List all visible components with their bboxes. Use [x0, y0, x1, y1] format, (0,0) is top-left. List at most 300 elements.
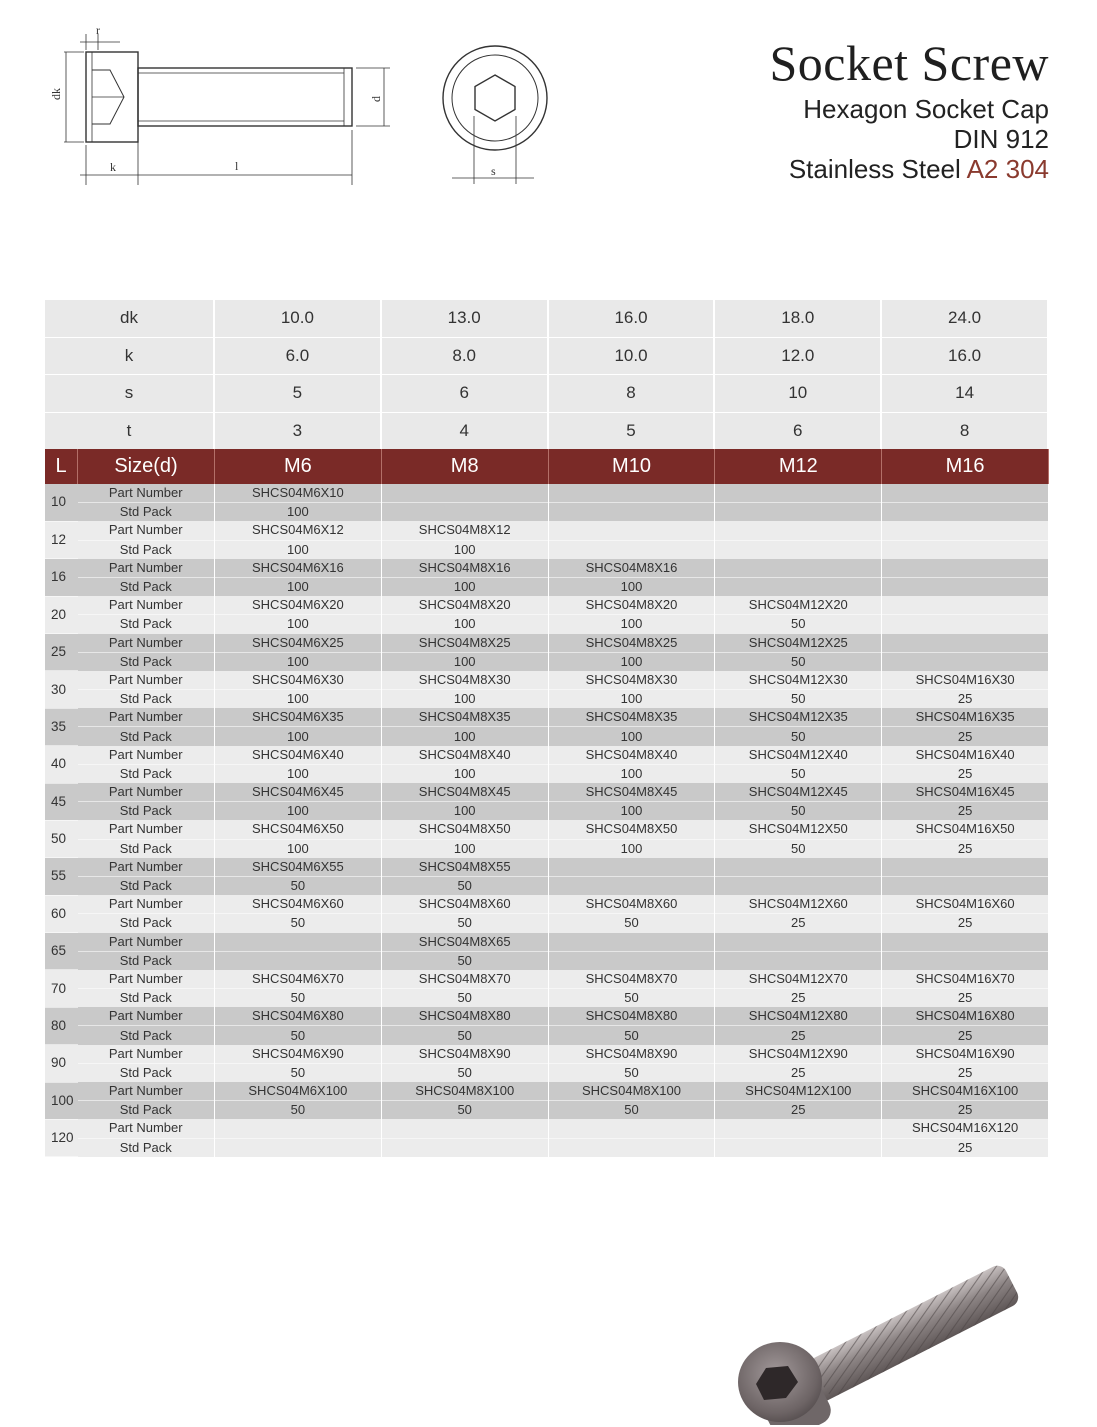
- length-cell: 45: [45, 783, 78, 820]
- part-number-cell: [715, 484, 882, 503]
- std-pack-cell: 25: [715, 1063, 882, 1082]
- part-number-cell: SHCS04M8X40: [381, 746, 548, 765]
- spec-value: 4: [381, 412, 548, 450]
- part-number-cell: [882, 933, 1049, 952]
- table-row: [45, 895, 1049, 914]
- part-number-label: Part Number: [78, 521, 215, 540]
- std-pack-label: Std Pack: [78, 690, 215, 709]
- part-number-cell: [381, 1119, 548, 1138]
- std-pack-cell: 100: [381, 802, 548, 821]
- table-row: [45, 820, 1049, 839]
- length-cell: 80: [45, 1007, 78, 1044]
- table-row: [45, 690, 1049, 709]
- std-pack-label: Std Pack: [78, 764, 215, 783]
- std-pack-cell: 100: [381, 690, 548, 709]
- std-pack-cell: 50: [381, 951, 548, 970]
- part-number-cell: SHCS04M16X90: [882, 1045, 1049, 1064]
- table-row: [45, 951, 1049, 970]
- std-pack-cell: 25: [715, 1101, 882, 1120]
- table-row: [45, 503, 1049, 522]
- part-number-cell: SHCS04M8X60: [548, 895, 715, 914]
- part-number-cell: SHCS04M6X10: [215, 484, 382, 503]
- table-row: [45, 1138, 1049, 1157]
- part-number-cell: SHCS04M8X20: [548, 596, 715, 615]
- spec-value: 6.0: [214, 337, 381, 375]
- header-size: Size(d): [78, 449, 215, 484]
- std-pack-cell: 50: [215, 1026, 382, 1045]
- part-number-cell: [882, 596, 1049, 615]
- part-number-cell: SHCS04M8X60: [381, 895, 548, 914]
- std-pack-cell: 50: [548, 1101, 715, 1120]
- part-number-cell: SHCS04M8X50: [381, 820, 548, 839]
- part-number-cell: SHCS04M8X80: [381, 1007, 548, 1026]
- table-row: [45, 540, 1049, 559]
- part-number-cell: [548, 1119, 715, 1138]
- part-number-cell: SHCS04M8X65: [381, 933, 548, 952]
- std-pack-label: Std Pack: [78, 727, 215, 746]
- std-pack-cell: [381, 1138, 548, 1157]
- length-cell: 16: [45, 559, 78, 596]
- part-number-label: Part Number: [78, 1082, 215, 1101]
- dimension-spec-table: [45, 300, 1049, 450]
- part-number-cell: SHCS04M8X70: [548, 970, 715, 989]
- std-pack-cell: 100: [548, 727, 715, 746]
- std-pack-cell: 100: [215, 540, 382, 559]
- part-number-cell: SHCS04M8X50: [548, 820, 715, 839]
- spec-label: k: [45, 337, 214, 375]
- page-title: Socket Screw: [769, 35, 1049, 91]
- part-number-cell: [548, 521, 715, 540]
- std-pack-cell: 50: [381, 989, 548, 1008]
- part-number-cell: [715, 521, 882, 540]
- std-pack-cell: [548, 540, 715, 559]
- part-number-cell: SHCS04M12X35: [715, 708, 882, 727]
- part-number-cell: [882, 858, 1049, 877]
- part-number-label: Part Number: [78, 1007, 215, 1026]
- spec-row-k: [45, 337, 1048, 375]
- part-number-cell: [548, 484, 715, 503]
- std-pack-cell: 50: [215, 1063, 382, 1082]
- part-number-cell: SHCS04M16X30: [882, 671, 1049, 690]
- std-pack-cell: 50: [215, 876, 382, 895]
- table-row: [45, 989, 1049, 1008]
- part-number-cell: SHCS04M12X25: [715, 634, 882, 653]
- std-pack-cell: 25: [882, 1063, 1049, 1082]
- std-pack-label: Std Pack: [78, 1063, 215, 1082]
- spec-value: 24.0: [881, 300, 1048, 337]
- std-pack-cell: 100: [381, 764, 548, 783]
- std-pack-cell: 25: [882, 727, 1049, 746]
- table-row: [45, 1045, 1049, 1064]
- spec-value: 5: [214, 375, 381, 413]
- part-number-cell: SHCS04M12X80: [715, 1007, 882, 1026]
- std-pack-cell: 25: [882, 839, 1049, 858]
- std-pack-cell: 50: [381, 1063, 548, 1082]
- part-number-cell: SHCS04M8X16: [381, 559, 548, 578]
- part-number-cell: SHCS04M8X16: [548, 559, 715, 578]
- length-cell: 30: [45, 671, 78, 708]
- spec-row-dk: [45, 300, 1048, 337]
- part-number-cell: SHCS04M12X45: [715, 783, 882, 802]
- part-number-cell: SHCS04M8X35: [381, 708, 548, 727]
- std-pack-cell: [715, 1138, 882, 1157]
- part-number-cell: [548, 933, 715, 952]
- std-pack-cell: [715, 577, 882, 596]
- std-pack-cell: 50: [715, 615, 882, 634]
- length-cell: 40: [45, 746, 78, 783]
- table-row: [45, 484, 1049, 503]
- std-pack-label: Std Pack: [78, 1138, 215, 1157]
- std-pack-cell: [715, 503, 882, 522]
- std-pack-cell: 25: [882, 989, 1049, 1008]
- part-number-cell: SHCS04M12X70: [715, 970, 882, 989]
- header-size-m10: M10: [548, 449, 715, 484]
- std-pack-cell: [215, 1138, 382, 1157]
- part-number-label: Part Number: [78, 634, 215, 653]
- std-pack-cell: [715, 876, 882, 895]
- spec-label: s: [45, 375, 214, 413]
- std-pack-cell: 100: [548, 839, 715, 858]
- part-number-cell: SHCS04M8X70: [381, 970, 548, 989]
- dim-label-k: k: [110, 160, 116, 174]
- std-pack-label: Std Pack: [78, 1101, 215, 1120]
- part-number-cell: SHCS04M8X20: [381, 596, 548, 615]
- screw-end-view-outer: [443, 46, 547, 150]
- spec-value: 14: [881, 375, 1048, 413]
- std-pack-cell: 50: [215, 989, 382, 1008]
- part-number-cell: SHCS04M6X55: [215, 858, 382, 877]
- std-pack-cell: 100: [381, 615, 548, 634]
- length-cell: 100: [45, 1082, 78, 1119]
- std-pack-cell: [882, 951, 1049, 970]
- dim-label-dk: dk: [49, 88, 63, 100]
- part-number-cell: SHCS04M12X100: [715, 1082, 882, 1101]
- std-pack-label: Std Pack: [78, 1026, 215, 1045]
- std-pack-label: Std Pack: [78, 839, 215, 858]
- screw-product-photo: [728, 1240, 1038, 1425]
- table-row: [45, 615, 1049, 634]
- std-pack-cell: 100: [215, 727, 382, 746]
- part-number-label: Part Number: [78, 1119, 215, 1138]
- part-number-cell: SHCS04M12X50: [715, 820, 882, 839]
- std-pack-cell: [882, 876, 1049, 895]
- part-number-cell: SHCS04M6X45: [215, 783, 382, 802]
- part-number-cell: SHCS04M6X25: [215, 634, 382, 653]
- part-number-label: Part Number: [78, 895, 215, 914]
- spec-value: 8: [548, 375, 715, 413]
- std-pack-cell: [548, 503, 715, 522]
- std-pack-label: Std Pack: [78, 577, 215, 596]
- part-number-cell: SHCS04M8X80: [548, 1007, 715, 1026]
- screw-technical-drawing: [40, 20, 560, 195]
- part-number-cell: SHCS04M6X12: [215, 521, 382, 540]
- part-number-cell: SHCS04M8X30: [548, 671, 715, 690]
- std-pack-label: Std Pack: [78, 540, 215, 559]
- std-pack-cell: [215, 951, 382, 970]
- table-row: [45, 1007, 1049, 1026]
- part-number-cell: [715, 559, 882, 578]
- part-number-cell: SHCS04M16X60: [882, 895, 1049, 914]
- std-pack-cell: 100: [215, 615, 382, 634]
- std-pack-label: Std Pack: [78, 989, 215, 1008]
- part-number-cell: SHCS04M16X100: [882, 1082, 1049, 1101]
- dim-label-d: d: [369, 96, 383, 102]
- std-pack-label: Std Pack: [78, 951, 215, 970]
- material-grade: A2 304: [966, 154, 1049, 184]
- std-pack-cell: 25: [882, 764, 1049, 783]
- std-pack-cell: 50: [548, 914, 715, 933]
- part-number-label: Part Number: [78, 1045, 215, 1064]
- std-pack-cell: 25: [715, 989, 882, 1008]
- std-pack-cell: 100: [381, 540, 548, 559]
- spec-value: 10.0: [214, 300, 381, 337]
- part-number-cell: SHCS04M6X90: [215, 1045, 382, 1064]
- part-number-cell: SHCS04M8X90: [381, 1045, 548, 1064]
- part-number-cell: SHCS04M16X45: [882, 783, 1049, 802]
- table-row: [45, 671, 1049, 690]
- table-row: [45, 577, 1049, 596]
- part-number-cell: SHCS04M6X20: [215, 596, 382, 615]
- std-pack-cell: 100: [548, 802, 715, 821]
- part-number-cell: SHCS04M8X100: [548, 1082, 715, 1101]
- part-number-cell: SHCS04M12X90: [715, 1045, 882, 1064]
- std-pack-cell: 50: [715, 802, 882, 821]
- table-row: [45, 876, 1049, 895]
- spec-value: 8.0: [381, 337, 548, 375]
- spec-value: 6: [381, 375, 548, 413]
- length-cell: 65: [45, 933, 78, 970]
- length-cell: 70: [45, 970, 78, 1007]
- spec-value: 12.0: [714, 337, 881, 375]
- spec-label: dk: [45, 300, 214, 337]
- part-number-cell: [715, 933, 882, 952]
- spec-value: 10: [714, 375, 881, 413]
- table-header-row: [45, 449, 1049, 484]
- part-number-cell: SHCS04M6X16: [215, 559, 382, 578]
- spec-value: 3: [214, 412, 381, 450]
- length-cell: 25: [45, 634, 78, 671]
- table-row: [45, 802, 1049, 821]
- std-pack-cell: [715, 951, 882, 970]
- spec-value: 18.0: [714, 300, 881, 337]
- std-pack-label: Std Pack: [78, 802, 215, 821]
- std-pack-cell: 100: [381, 839, 548, 858]
- std-pack-cell: [882, 615, 1049, 634]
- std-pack-cell: 100: [548, 690, 715, 709]
- part-number-label: Part Number: [78, 970, 215, 989]
- table-row: [45, 559, 1049, 578]
- std-pack-cell: [882, 503, 1049, 522]
- std-pack-cell: 100: [215, 577, 382, 596]
- subtitle-type: Hexagon Socket Cap: [803, 94, 1049, 124]
- part-number-label: Part Number: [78, 746, 215, 765]
- part-number-cell: [882, 559, 1049, 578]
- part-number-label: Part Number: [78, 820, 215, 839]
- part-number-cell: SHCS04M8X30: [381, 671, 548, 690]
- std-pack-cell: 100: [381, 652, 548, 671]
- part-number-label: Part Number: [78, 559, 215, 578]
- part-number-label: Part Number: [78, 671, 215, 690]
- std-pack-cell: 100: [548, 615, 715, 634]
- length-cell: 35: [45, 708, 78, 745]
- std-pack-cell: 50: [381, 1026, 548, 1045]
- spec-value: 13.0: [381, 300, 548, 337]
- part-number-cell: SHCS04M8X45: [381, 783, 548, 802]
- part-number-cell: SHCS04M12X60: [715, 895, 882, 914]
- std-pack-cell: 50: [715, 690, 882, 709]
- length-cell: 10: [45, 484, 78, 521]
- table-row: [45, 521, 1049, 540]
- std-pack-cell: 100: [215, 802, 382, 821]
- std-pack-cell: 100: [548, 652, 715, 671]
- length-cell: 12: [45, 521, 78, 558]
- length-cell: 120: [45, 1119, 78, 1156]
- part-number-cell: SHCS04M6X50: [215, 820, 382, 839]
- std-pack-cell: 50: [548, 1026, 715, 1045]
- part-number-label: Part Number: [78, 596, 215, 615]
- table-row: [45, 708, 1049, 727]
- length-cell: 20: [45, 596, 78, 633]
- std-pack-label: Std Pack: [78, 652, 215, 671]
- table-row: [45, 596, 1049, 615]
- std-pack-cell: [882, 652, 1049, 671]
- part-number-cell: [215, 933, 382, 952]
- header-size-m12: M12: [715, 449, 882, 484]
- part-number-cell: SHCS04M12X40: [715, 746, 882, 765]
- part-number-table: [45, 449, 1049, 1157]
- spec-row-s: [45, 375, 1048, 413]
- std-pack-label: Std Pack: [78, 615, 215, 634]
- subtitle-standard: DIN 912: [953, 124, 1049, 154]
- part-number-cell: [882, 634, 1049, 653]
- std-pack-cell: 50: [715, 652, 882, 671]
- part-number-cell: SHCS04M16X40: [882, 746, 1049, 765]
- std-pack-cell: 100: [215, 839, 382, 858]
- dim-label-l: l: [235, 159, 239, 173]
- table-row: [45, 1119, 1049, 1138]
- table-row: [45, 764, 1049, 783]
- table-row: [45, 746, 1049, 765]
- part-number-cell: SHCS04M16X50: [882, 820, 1049, 839]
- part-number-cell: SHCS04M12X20: [715, 596, 882, 615]
- table-row: [45, 783, 1049, 802]
- part-number-cell: SHCS04M6X60: [215, 895, 382, 914]
- part-number-cell: SHCS04M6X30: [215, 671, 382, 690]
- part-number-label: Part Number: [78, 484, 215, 503]
- table-row: [45, 634, 1049, 653]
- std-pack-cell: 100: [215, 690, 382, 709]
- spec-value: 16.0: [881, 337, 1048, 375]
- screw-shank-outline: [138, 68, 352, 126]
- part-number-cell: [882, 484, 1049, 503]
- part-number-cell: SHCS04M8X35: [548, 708, 715, 727]
- std-pack-cell: 25: [882, 914, 1049, 933]
- title-block: [769, 36, 1049, 184]
- header-size-m16: M16: [882, 449, 1049, 484]
- part-number-label: Part Number: [78, 933, 215, 952]
- std-pack-cell: [548, 876, 715, 895]
- std-pack-cell: 100: [548, 577, 715, 596]
- part-number-cell: SHCS04M12X30: [715, 671, 882, 690]
- spec-value: 5: [548, 412, 715, 450]
- part-number-label: Part Number: [78, 708, 215, 727]
- table-row: [45, 1082, 1049, 1101]
- length-cell: 60: [45, 895, 78, 932]
- part-number-cell: SHCS04M6X100: [215, 1082, 382, 1101]
- std-pack-cell: 50: [715, 839, 882, 858]
- part-number-cell: [715, 1119, 882, 1138]
- part-number-cell: SHCS04M8X45: [548, 783, 715, 802]
- part-number-cell: SHCS04M6X40: [215, 746, 382, 765]
- std-pack-cell: 100: [215, 652, 382, 671]
- part-number-cell: SHCS04M16X80: [882, 1007, 1049, 1026]
- part-number-cell: SHCS04M8X90: [548, 1045, 715, 1064]
- part-number-cell: [215, 1119, 382, 1138]
- std-pack-cell: [548, 1138, 715, 1157]
- std-pack-cell: 50: [715, 764, 882, 783]
- header-length: L: [45, 449, 78, 484]
- part-number-cell: [882, 521, 1049, 540]
- std-pack-label: Std Pack: [78, 914, 215, 933]
- material-prefix: Stainless Steel: [788, 154, 967, 184]
- table-row: [45, 914, 1049, 933]
- spec-label: t: [45, 412, 214, 450]
- std-pack-cell: [548, 951, 715, 970]
- part-number-cell: SHCS04M8X25: [548, 634, 715, 653]
- std-pack-cell: 100: [548, 764, 715, 783]
- std-pack-cell: 50: [215, 1101, 382, 1120]
- part-number-cell: SHCS04M8X40: [548, 746, 715, 765]
- std-pack-cell: 25: [715, 1026, 882, 1045]
- std-pack-cell: 25: [882, 1101, 1049, 1120]
- length-cell: 90: [45, 1045, 78, 1082]
- table-row: [45, 933, 1049, 952]
- part-number-cell: [715, 858, 882, 877]
- std-pack-cell: 25: [882, 802, 1049, 821]
- std-pack-cell: 25: [882, 690, 1049, 709]
- std-pack-cell: 25: [882, 1026, 1049, 1045]
- std-pack-cell: 50: [381, 1101, 548, 1120]
- std-pack-cell: 50: [715, 727, 882, 746]
- std-pack-cell: 100: [381, 577, 548, 596]
- part-number-cell: SHCS04M6X70: [215, 970, 382, 989]
- table-row: [45, 1026, 1049, 1045]
- subtitle-material: [769, 154, 1049, 184]
- table-row: [45, 970, 1049, 989]
- std-pack-cell: 50: [215, 914, 382, 933]
- std-pack-cell: 50: [548, 1063, 715, 1082]
- std-pack-label: Std Pack: [78, 503, 215, 522]
- spec-value: 8: [881, 412, 1048, 450]
- std-pack-label: Std Pack: [78, 876, 215, 895]
- part-number-cell: SHCS04M8X55: [381, 858, 548, 877]
- table-row: [45, 1101, 1049, 1120]
- hex-socket-outline: [475, 75, 515, 121]
- table-row: [45, 1063, 1049, 1082]
- part-number-cell: SHCS04M6X35: [215, 708, 382, 727]
- std-pack-cell: 50: [548, 989, 715, 1008]
- std-pack-cell: 25: [882, 1138, 1049, 1157]
- part-number-cell: SHCS04M8X12: [381, 521, 548, 540]
- part-number-cell: [548, 858, 715, 877]
- part-number-cell: SHCS04M8X100: [381, 1082, 548, 1101]
- std-pack-cell: [381, 503, 548, 522]
- header-size-m8: M8: [381, 449, 548, 484]
- length-cell: 50: [45, 820, 78, 857]
- part-number-cell: SHCS04M16X120: [882, 1119, 1049, 1138]
- std-pack-cell: 100: [215, 503, 382, 522]
- spec-value: 16.0: [548, 300, 715, 337]
